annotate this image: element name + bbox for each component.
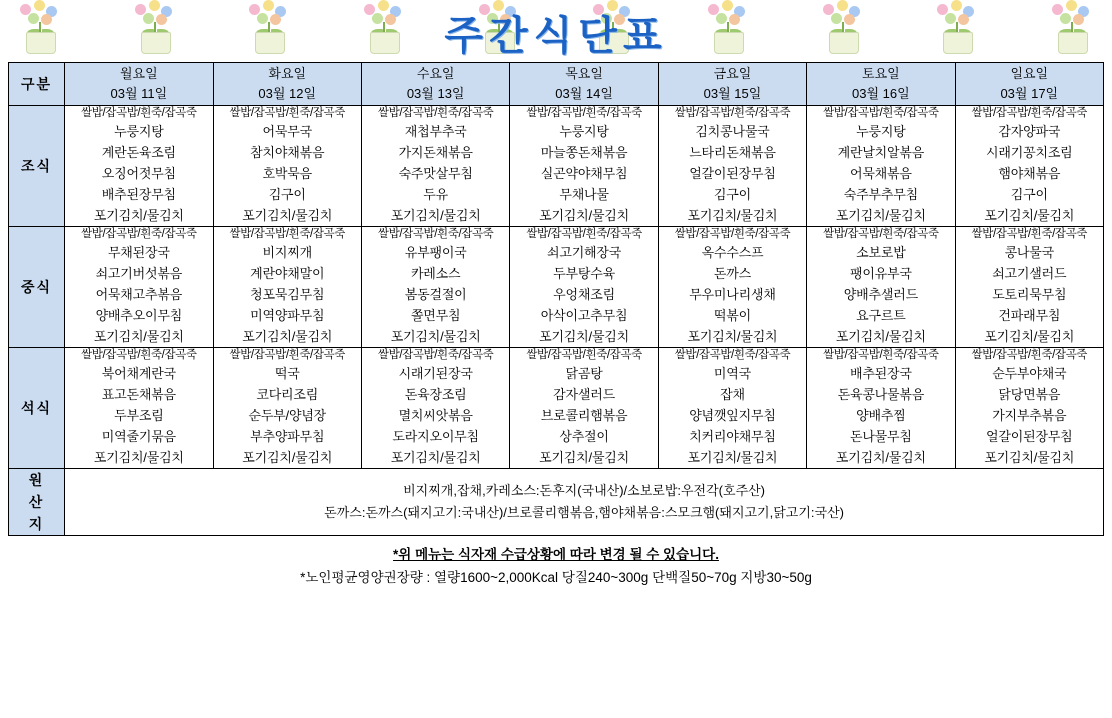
dish-item: 아삭이고추무침 [540,308,628,323]
rice-options: 쌀밥/잡곡밥/흰죽/잡곡죽 [823,349,939,361]
dish-item: 양배추오이무침 [95,308,183,323]
dish-item: 포기김치/물김치 [390,450,481,465]
day-name-1: 화요일 [268,66,307,81]
dish-item: 실곤약야채무침 [540,166,628,181]
meal-cell [807,348,955,469]
dish-item: 쇠고기샐러드 [992,266,1067,281]
dish-item: 누룽지탕 [559,124,609,139]
dish-item: 포기김치/물김치 [539,450,630,465]
origin-line: 비지찌개,잡채,카레소스:돈후지(국내산)/소보로밥:우전각(호주산) [403,483,766,498]
day-header-3 [510,63,658,106]
footer-note-nutrition: *노인평균영양권장량 : 열량1600~2,000Kcal 당질240~300g 단백질50~70g 지방30~50g [300,570,812,585]
dish-item: 청포묵김무침 [250,287,325,302]
rice-options: 쌀밥/잡곡밥/흰죽/잡곡죽 [971,349,1088,361]
dish-item: 어묵채고추볶음 [95,287,183,302]
dish-item: 숙주부추무침 [843,187,918,202]
meal-cell [658,106,806,227]
meal-cell [65,348,213,469]
table-header-row [9,63,1104,106]
dish-item: 멸치씨앗볶음 [398,408,473,423]
dish-item: 포기김치/물김치 [835,450,926,465]
origin-row [9,469,1104,536]
origin-line: 돈까스:돈까스(돼지고기:국내산)/브로콜리햄볶음,햄야채볶음:스모크햄(돼지고기,닭고기:국산) [324,505,844,520]
meal-cell [955,106,1103,227]
table-body [9,106,1104,536]
rice-options: 쌀밥/잡곡밥/흰죽/잡곡죽 [971,107,1088,119]
dish-item: 코다리조림 [256,387,319,402]
dish-item: 돈육콩나물볶음 [837,387,925,402]
rice-options: 쌀밥/잡곡밥/흰죽/잡곡죽 [377,107,494,119]
dish-item: 시래기된장국 [398,366,473,381]
dish-item: 옥수수스프 [701,245,764,260]
dish-item: 미역양파무침 [250,308,325,323]
dish-item: 배추된장무침 [101,187,176,202]
dish-item: 두부조림 [114,408,164,423]
dish-item: 참치야채볶음 [250,145,325,160]
day-date-4: 03월 15일 [703,86,762,101]
dish-item: 포기김치/물김치 [835,329,926,344]
day-date-0: 03월 11일 [110,86,168,101]
dish-item: 무우미나리생채 [689,287,776,302]
dish-item: 계란야채말이 [250,266,325,281]
dish-item: 쇠고기버섯볶음 [95,266,183,281]
dish-item: 소보로밥 [856,245,906,260]
origin-content [65,469,1104,536]
dish-item: 카레소스 [410,266,461,281]
meal-cell [658,227,806,348]
dish-item: 김구이 [268,187,306,202]
header-corner-label: 구분 [9,63,65,106]
dish-item: 북어채계란국 [101,366,176,381]
dish-item: 포기김치/물김치 [835,208,926,223]
dish-item: 포기김치/물김치 [242,208,333,223]
day-name-4: 금요일 [713,66,752,81]
meal-row-label: 중식 [9,227,65,348]
dish-item: 포기김치/물김치 [984,329,1075,344]
dish-item: 호박묵음 [262,166,312,181]
origin-row-label: 원 산 지 [9,469,65,536]
dish-item: 마늘쫑돈채볶음 [540,145,628,160]
dish-item: 포기김치/물김치 [242,450,333,465]
meal-row [9,106,1104,227]
rice-options: 쌀밥/잡곡밥/흰죽/잡곡죽 [81,107,197,119]
dish-item: 배추된장국 [849,366,912,381]
day-date-2: 03월 13일 [406,86,465,101]
dish-item: 유부팽이국 [404,245,467,260]
dish-item: 미역줄기묶음 [101,429,176,444]
meal-cell [807,106,955,227]
dish-item: 누룽지탕 [114,124,164,139]
meal-cell [213,106,361,227]
rice-options: 쌀밥/잡곡밥/흰죽/잡곡죽 [674,228,791,240]
dish-item: 잡채 [720,387,745,402]
dish-item: 떡국 [274,366,300,381]
dish-item: 무채된장국 [107,245,170,260]
rice-options: 쌀밥/잡곡밥/흰죽/잡곡죽 [823,228,939,240]
dish-item: 무채나물 [559,187,609,202]
dish-item: 건파래무침 [998,308,1061,323]
day-date-1: 03월 12일 [258,86,317,101]
dish-item: 포기김치/물김치 [984,208,1075,223]
dish-item: 요구르트 [856,308,906,323]
dish-item: 돈나물무침 [849,429,912,444]
table-header [9,63,1104,106]
dish-item: 숙주맛살무침 [398,166,473,181]
meal-cell [510,106,658,227]
dish-item: 상추절이 [559,429,609,444]
rice-options: 쌀밥/잡곡밥/흰죽/잡곡죽 [229,228,345,240]
rice-options: 쌀밥/잡곡밥/흰죽/잡곡죽 [81,349,197,361]
meal-cell [510,348,658,469]
dish-item: 포기김치/물김치 [687,329,778,344]
weekly-menu-table [8,62,1104,536]
dish-item: 봄동걸절이 [404,287,467,302]
dish-item: 비지찌개 [262,245,312,260]
day-name-3: 목요일 [565,66,603,81]
dish-item: 도토리묵무침 [992,287,1067,302]
day-header-6 [955,63,1103,106]
rice-options: 쌀밥/잡곡밥/흰죽/잡곡죽 [526,349,642,361]
dish-item: 쫄면무침 [410,308,461,323]
dish-item: 얼갈이된장무침 [689,166,776,181]
day-header-5 [807,63,955,106]
rice-options: 쌀밥/잡곡밥/흰죽/잡곡죽 [674,107,791,119]
dish-item: 양배추찜 [856,408,906,423]
rice-options: 쌀밥/잡곡밥/흰죽/잡곡죽 [674,349,791,361]
dish-item: 양념깻잎지무침 [689,408,776,423]
dish-item: 순두부야채국 [992,366,1067,381]
page-header [8,0,1104,62]
meal-cell [658,348,806,469]
meal-cell [955,227,1103,348]
dish-item: 떡볶이 [713,308,751,323]
dish-item: 팽이유부국 [849,266,912,281]
rice-options: 쌀밥/잡곡밥/흰죽/잡곡죽 [229,107,345,119]
meal-cell [361,106,509,227]
day-header-1 [213,63,361,106]
dish-item: 포기김치/물김치 [93,208,184,223]
dish-item: 계란날치알볶음 [837,145,925,160]
dish-item: 양배추샐러드 [843,287,918,302]
dish-item: 브로콜리햄볶음 [540,408,628,423]
meal-cell [213,227,361,348]
dish-item: 두부탕수육 [553,266,615,281]
day-name-2: 수요일 [416,66,455,81]
dish-item: 김구이 [713,187,751,202]
day-date-3: 03월 14일 [555,86,613,101]
dish-item: 햄야채볶음 [998,166,1061,181]
dish-item: 포기김치/물김치 [93,450,184,465]
dish-item: 미역국 [713,366,751,381]
dish-item: 돈까스 [713,266,751,281]
meal-cell [213,348,361,469]
dish-item: 누룽지탕 [856,124,906,139]
meal-cell [361,348,509,469]
dish-item: 포기김치/물김치 [539,329,630,344]
dish-item: 어묵무국 [262,124,312,139]
day-header-0 [65,63,213,106]
meal-cell [955,348,1103,469]
dish-item: 순두부/양념장 [248,408,327,423]
meal-row [9,227,1104,348]
day-name-6: 일요일 [1010,66,1049,81]
meal-cell [65,106,213,227]
rice-options: 쌀밥/잡곡밥/흰죽/잡곡죽 [971,228,1088,240]
meal-cell [65,227,213,348]
dish-item: 오징어젓무침 [101,166,176,181]
dish-item: 콩나물국 [1004,245,1054,260]
rice-options: 쌀밥/잡곡밥/흰죽/잡곡죽 [823,107,939,119]
dish-item: 얼갈이된장무침 [986,429,1073,444]
dish-item: 계란돈육조림 [101,145,176,160]
dish-item: 도라지오이무침 [392,429,479,444]
dish-item: 포기김치/물김치 [539,208,630,223]
day-date-6: 03월 17일 [1000,86,1059,101]
dish-item: 감자샐러드 [553,387,615,402]
dish-item: 어묵채볶음 [849,166,912,181]
footer-note-change: *위 메뉴는 식자재 수급상황에 따라 변경 될 수 있습니다. [393,547,719,562]
dish-item: 포기김치/물김치 [687,450,778,465]
dish-item: 부추양파무침 [250,429,325,444]
dish-item: 가지돈채볶음 [398,145,473,160]
rice-options: 쌀밥/잡곡밥/흰죽/잡곡죽 [526,228,642,240]
dish-item: 김치콩나물국 [695,124,770,139]
dish-item: 닭곰탕 [565,366,603,381]
rice-options: 쌀밥/잡곡밥/흰죽/잡곡죽 [229,349,345,361]
rice-options: 쌀밥/잡곡밥/흰죽/잡곡죽 [377,228,494,240]
dish-item: 김구이 [1010,187,1048,202]
dish-item: 가지부추볶음 [992,408,1067,423]
dish-item: 닭당면볶음 [998,387,1061,402]
dish-item: 돈육장조림 [404,387,467,402]
dish-item: 표고돈채볶음 [101,387,176,402]
dish-item: 느타리돈채볶음 [689,145,776,160]
rice-options: 쌀밥/잡곡밥/흰죽/잡곡죽 [81,228,197,240]
dish-item: 시래기꽁치조림 [986,145,1073,160]
meal-cell [807,227,955,348]
dish-item: 포기김치/물김치 [687,208,778,223]
dish-item: 포기김치/물김치 [390,208,481,223]
rice-options: 쌀밥/잡곡밥/흰죽/잡곡죽 [377,349,494,361]
meal-row-label: 조식 [9,106,65,227]
dish-item: 재첩부추국 [404,124,467,139]
page-footer [8,545,1104,589]
rice-options: 쌀밥/잡곡밥/흰죽/잡곡죽 [526,107,642,119]
day-name-5: 토요일 [862,66,900,81]
meal-row-label: 석식 [9,348,65,469]
dish-item: 두유 [423,187,449,202]
dish-item: 우엉채조림 [553,287,615,302]
dish-item: 감자양파국 [998,124,1061,139]
day-date-5: 03월 16일 [852,86,910,101]
day-header-2 [361,63,509,106]
dish-item: 포기김치/물김치 [93,329,184,344]
meal-row [9,348,1104,469]
page-title: 주간식단표 [444,14,668,58]
day-name-0: 월요일 [120,66,158,81]
dish-item: 포기김치/물김치 [390,329,481,344]
meal-cell [361,227,509,348]
day-header-4 [658,63,806,106]
dish-item: 포기김치/물김치 [984,450,1075,465]
meal-cell [510,227,658,348]
dish-item: 쇠고기해장국 [546,245,622,260]
dish-item: 포기김치/물김치 [242,329,333,344]
dish-item: 치커리야채무침 [689,429,776,444]
